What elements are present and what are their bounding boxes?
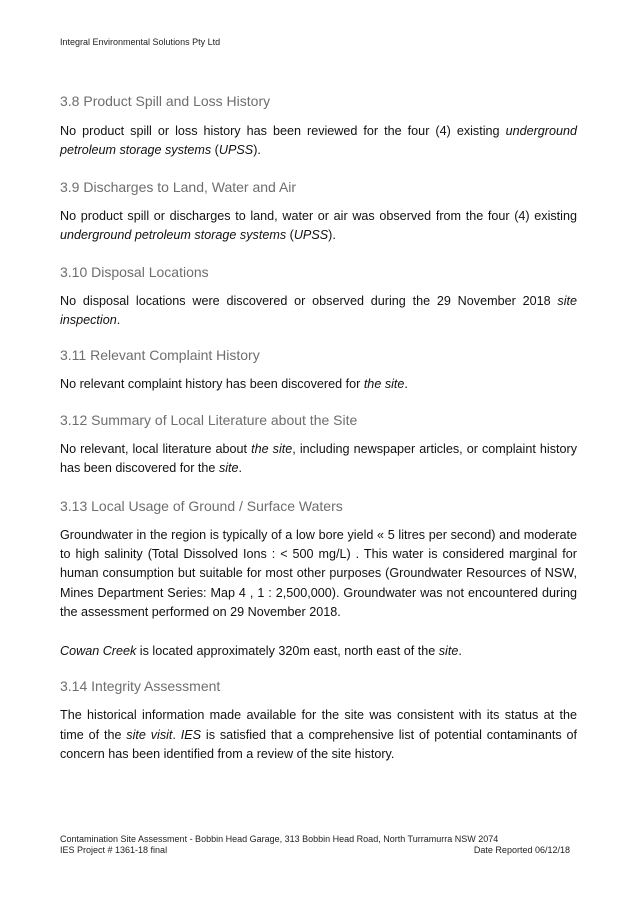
text-run: . — [116, 313, 121, 328]
italic-run: the site — [363, 377, 405, 392]
text-run: . — [404, 377, 408, 392]
footer-project-number: IES Project # 1361-18 final — [60, 845, 168, 855]
section-3-9 — [60, 178, 577, 246]
text-run: No disposal locations were discovered or observed during the 29 November 2018 — [60, 293, 558, 308]
section-paragraph — [60, 292, 577, 331]
section-paragraph — [60, 706, 577, 764]
italic-run: UPSS — [293, 228, 329, 243]
section-3-11 — [60, 346, 577, 394]
italic-run: site visit — [126, 727, 173, 742]
section-paragraph — [60, 642, 577, 661]
section-paragraph — [60, 122, 577, 161]
italic-run: site — [218, 461, 239, 476]
section-3-8 — [60, 92, 577, 161]
text-run: ( — [211, 143, 219, 158]
section-heading: 3.10 Disposal Locations — [60, 263, 209, 280]
text-run: . — [172, 727, 181, 742]
section-3-12 — [60, 411, 577, 479]
italic-run: underground petroleum storage systems — [60, 124, 577, 158]
text-run: . — [458, 643, 462, 658]
page-footer — [60, 834, 570, 856]
text-run: No relevant, local literature about — [60, 441, 252, 456]
section-paragraph: Groundwater in the region is typically of a low bore yield « 5 litres per second) and moderate to high salinity (Total Dissolved Ions : < 500 mg/L) . This water is considered marginal for human consumption but suitable for most other purposes (Groundwater Resources of NSW, Mines Department Series: Map 4 , 1 : 2,500,000). Groundwater was not encountered during the assessment performed on 29 November 2018. — [60, 527, 577, 620]
section-paragraph — [60, 440, 577, 479]
section-heading: 3.8 Product Spill and Loss History — [60, 93, 271, 109]
document-body — [60, 92, 577, 764]
section-paragraph — [60, 207, 577, 246]
footer-meta-row — [60, 845, 570, 856]
text-run: The historical information made available for the site was consistent with its status at the time of the — [60, 708, 577, 742]
text-run: No relevant complaint history has been discovered for — [60, 377, 364, 392]
italic-run: site — [438, 643, 459, 658]
text-run: ). — [328, 228, 336, 243]
page-header-company: Integral Environmental Solutions Pty Ltd — [60, 37, 221, 47]
section-3-13 — [60, 497, 577, 661]
section-heading: 3.9 Discharges to Land, Water and Air — [60, 178, 297, 195]
text-run: . — [238, 461, 243, 476]
section-3-10 — [60, 263, 577, 331]
section-heading: 3.14 Integrity Assessment — [60, 678, 221, 695]
italic-run: IES — [180, 727, 202, 742]
section-3-14 — [60, 677, 577, 764]
text-run: No product spill or loss history has been reviewed for the four (4) existing — [60, 124, 506, 138]
section-paragraph — [60, 375, 577, 394]
italic-run: underground petroleum storage systems — [60, 228, 287, 243]
section-heading: 3.11 Relevant Complaint History — [60, 347, 260, 364]
footer-date-reported: Date Reported 06/12/18 — [473, 845, 570, 855]
italic-run: the site — [251, 441, 293, 456]
text-run: is satisfied that a comprehensive list of potential contaminants of concern has been identified from a review of the site history. — [60, 727, 577, 761]
text-run: No product spill or discharges to land, water or air was observed from the four (4) existing — [60, 208, 577, 223]
italic-run: UPSS — [218, 143, 254, 158]
italic-run: site inspection — [60, 293, 577, 328]
italic-run: Cowan Creek — [60, 643, 137, 658]
text-run: ). — [253, 143, 261, 158]
text-run: ( — [286, 228, 294, 243]
text-run: is located approximately 320m east, north east of the — [136, 643, 439, 658]
text-run: , including newspaper articles, or complaint history has been discovered for the — [60, 441, 577, 476]
section-heading: 3.13 Local Usage of Ground / Surface Waters — [60, 497, 343, 514]
section-heading: 3.12 Summary of Local Literature about the Site — [60, 411, 358, 428]
footer-site-line: Contamination Site Assessment - Bobbin Head Garage, 313 Bobbin Head Road, North Turramurra NSW 2074 — [60, 834, 499, 844]
